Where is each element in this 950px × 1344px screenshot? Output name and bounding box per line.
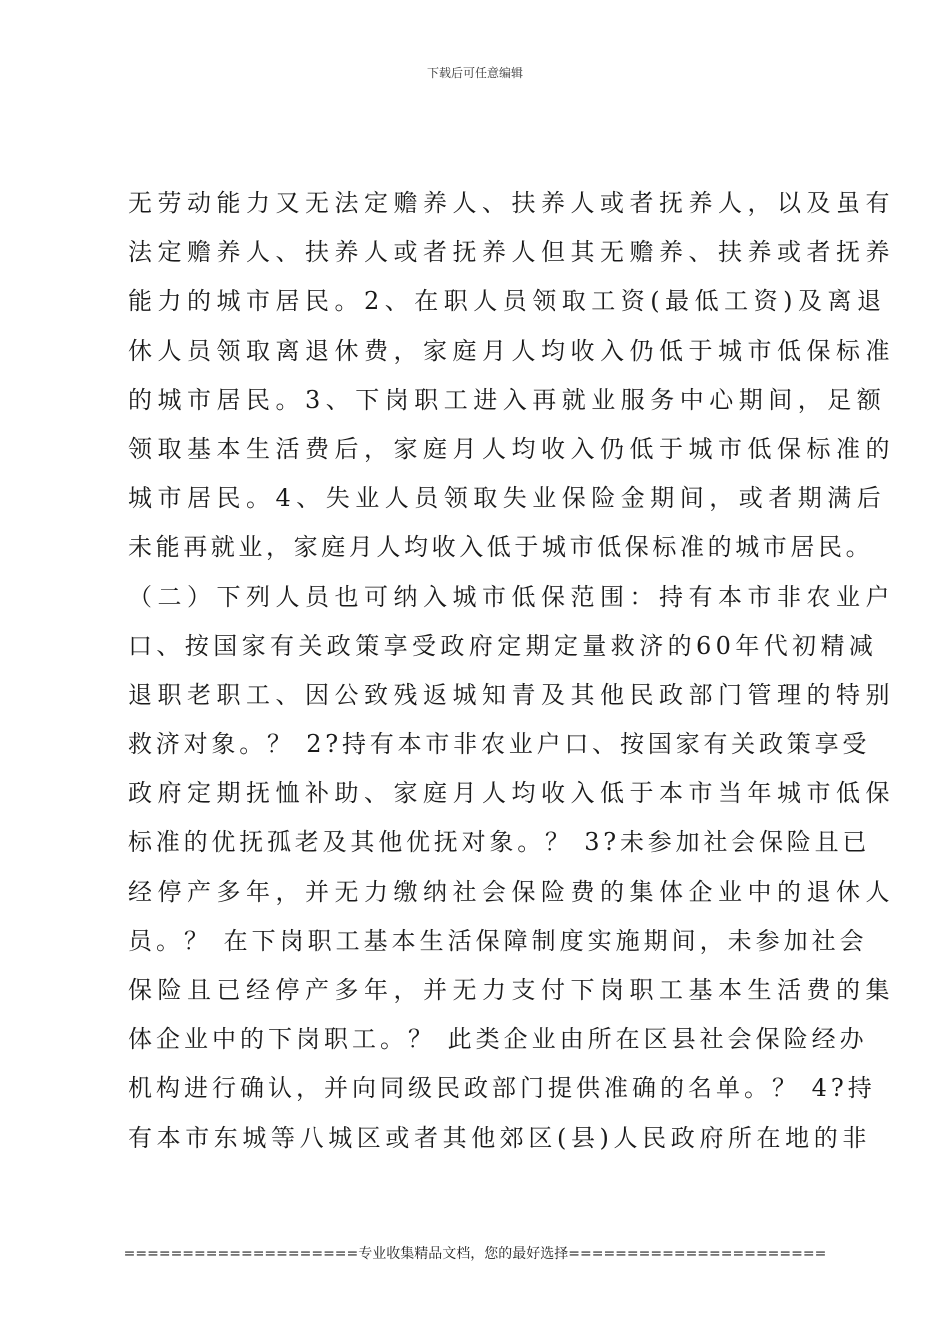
- body-line: 休人员领取离退休费，家庭月人均收入仍低于城市低保标准: [128, 336, 895, 365]
- body-line: 未能再就业，家庭月人均收入低于城市低保标准的城市居民。: [128, 533, 874, 562]
- body-line: 救济对象。？ 2?持有本市非农业户口、按国家有关政策享受: [128, 730, 871, 759]
- body-line: 能力的城市居民。2、在职人员领取工资(最低工资)及离退: [128, 287, 887, 316]
- body-line: 经停产多年，并无力缴纳社会保险费的集体企业中的退休人: [128, 877, 895, 906]
- body-line: 机构进行确认，并向同级民政部门提供准确的名单。？ 4?持: [128, 1074, 876, 1103]
- page-header: 下载后可任意编辑: [426, 66, 523, 80]
- body-line: 领取基本生活费后，家庭月人均收入仍低于城市低保标准的: [128, 434, 895, 463]
- body-line: 城市居民。4、失业人员领取失业保险金期间，或者期满后: [128, 484, 887, 513]
- body-line: 政府定期抚恤补助、家庭月人均收入低于本市当年城市低保: [128, 779, 895, 808]
- body-line: 有本市东城等八城区或者其他郊区(县)人民政府所在地的非: [128, 1123, 871, 1152]
- document-body: [128, 183, 895, 1167]
- body-line: 无劳动能力又无法定赡养人、扶养人或者抚养人，以及虽有: [128, 189, 895, 217]
- body-line: 口、按国家有关政策享受政府定期定量救济的60年代初精减: [128, 631, 878, 660]
- body-line: 标准的优抚孤老及其他优抚对象。？ 3?未参加社会保险且已: [128, 828, 871, 857]
- body-line: 保险且已经停产多年，并无力支付下岗职工基本生活费的集: [128, 976, 895, 1004]
- body-line: 体企业中的下岗职工。？ 此类企业由所在区县社会保险经办: [128, 1025, 868, 1054]
- body-line: 员。？ 在下岗职工基本生活保障制度实施期间，未参加社会: [128, 926, 868, 955]
- body-line: 退职老职工、因公致残返城知青及其他民政部门管理的特别: [128, 680, 895, 709]
- body-line: （二）下列人员也可纳入城市低保范围：持有本市非农业户: [128, 582, 895, 611]
- body-line: 的城市居民。3、下岗职工进入再就业服务中心期间，足额: [128, 385, 887, 414]
- page-footer: ====================专业收集精品文档，您的最好选择======================: [123, 1246, 827, 1262]
- body-line: 法定赡养人、扶养人或者抚养人但其无赡养、扶养或者抚养: [128, 238, 895, 267]
